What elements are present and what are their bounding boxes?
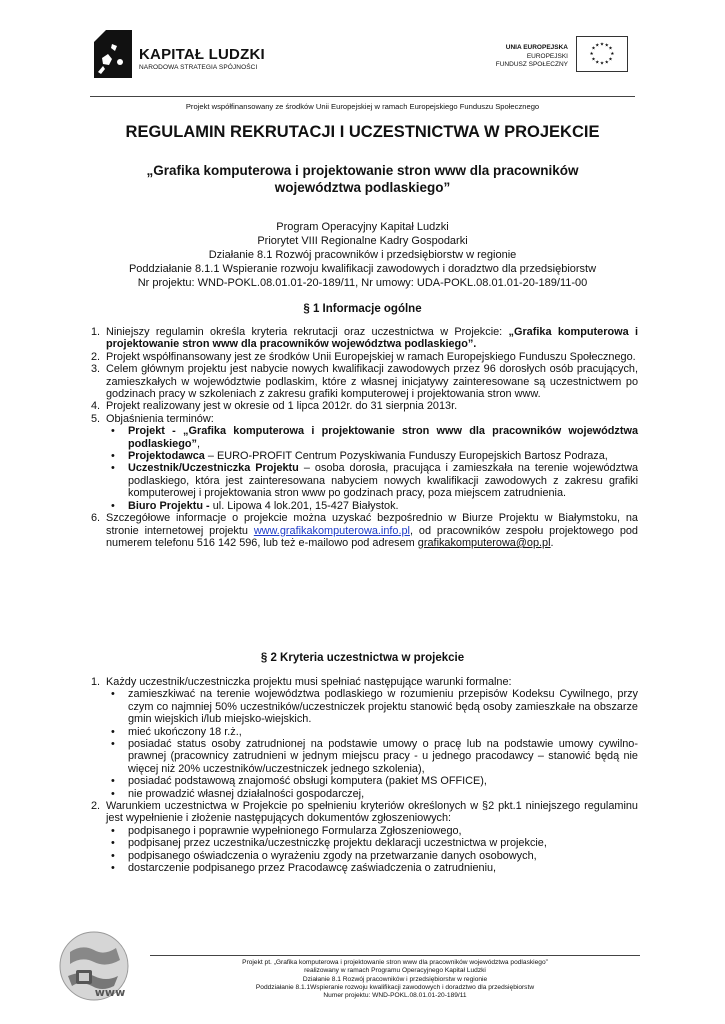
document-text: podpisanego i poprawnie wypełnionego Formularza Zgłoszeniowego, — [128, 824, 462, 837]
cofinancing-note: Projekt współfinansowany ze środków Unii Europejskiej w ramach Europejskiego Funduszu Społecznego — [185, 102, 540, 111]
document-item — [106, 825, 638, 837]
document-text: podpisanego oświadczenia o wyrażeniu zgody na przetwarzanie danych osobowych, — [128, 849, 537, 862]
footer-info — [150, 959, 640, 1000]
footer-line: Projekt pt. „Grafika komputerowa i projektowanie stron www dla pracowników województwa podlaskiego” — [242, 959, 548, 966]
item-number: 6. — [91, 512, 101, 525]
bullet-icon: • — [111, 862, 115, 875]
kapital-ludzki-logo-icon — [92, 28, 134, 80]
document-item — [106, 850, 638, 862]
term-text: - „Grafika komputerowa i projektowanie stron www dla pracowników województwa podlaskiego” — [128, 425, 638, 450]
bullet-icon: • — [111, 824, 115, 837]
item-number: 2. — [91, 800, 101, 813]
svg-text:★: ★ — [610, 51, 615, 57]
list-item — [91, 350, 638, 363]
eu-line-1: UNIA EUROPEJSKA — [505, 44, 568, 51]
svg-text:★: ★ — [589, 51, 594, 57]
header-divider — [90, 96, 635, 97]
svg-text:★: ★ — [595, 43, 600, 49]
list-item — [91, 676, 638, 800]
bullet-icon: • — [111, 725, 115, 738]
bullet-icon: • — [111, 849, 115, 862]
footer-divider — [150, 955, 640, 956]
terms-list — [106, 425, 638, 512]
svg-text:★: ★ — [604, 60, 609, 66]
item-text: , od pracowników zespołu projektowego pod numerem telefonu 516 142 596, lub też e-mailowo pod adresem — [106, 524, 638, 549]
bullet-icon: • — [111, 450, 115, 463]
term-text: ul. Lipowa 4 lok.201, 15-427 Białystok. — [209, 499, 399, 512]
list-item — [91, 800, 638, 875]
svg-text:★: ★ — [604, 43, 609, 49]
item-text: Niniejszy regulamin określa kryteria rekrutacji oraz uczestnictwa w Projekcie: — [106, 326, 509, 338]
project-website-link[interactable]: www.grafikakomputerowa.info.pl — [253, 524, 410, 537]
section-2-list — [91, 676, 638, 875]
bullet-icon: • — [111, 738, 115, 751]
bullet-icon: • — [111, 425, 115, 438]
program-info — [80, 220, 645, 290]
term-item — [106, 425, 638, 450]
criteria-text: zamieszkiwać na terenie województwa podlaskiego w rozumieniu przepisów Kodeksu Cywilnego, przy czym co najmniej 50% uczestników/uczestniczek projektu stanowić będą osoby zamieszkałe na obszarze gmin wiejskich i/lub miejsko-wiejskich. — [128, 688, 638, 726]
program-line: Program Operacyjny Kapitał Ludzki — [276, 221, 449, 233]
svg-text:★: ★ — [608, 57, 613, 63]
svg-text:★: ★ — [599, 42, 605, 48]
list-item — [91, 512, 638, 549]
program-line: Poddziałanie 8.1.1 Wspieranie rozwoju kwalifikacji zawodowych i doradztwo dla przedsiębiorstw — [128, 263, 597, 275]
svg-text:★: ★ — [595, 60, 600, 66]
term-label: Biuro Projektu - — [128, 499, 210, 512]
term-text: – osoba dorosła, pracująca i zamieszkała na terenie województwa podlaskiego, która jest zainteresowana nabyciem nowych kwalifikacji zawodowych z zakresu grafiki komputerowej i projektowania stron www po godzinach pracy, poza miejscem zatrudnienia. — [128, 462, 638, 500]
item-number: 1. — [91, 326, 101, 338]
document-text: podpisanej przez uczestnika/uczestniczkę projektu deklaracji uczestnictwa w projekcie, — [128, 837, 547, 850]
program-line: Nr projektu: WND-POKL.08.01.01-20-189/11, Nr umowy: UDA-POKL.08.01.01-20-189/11-00 — [137, 277, 588, 289]
svg-text:★: ★ — [591, 46, 596, 52]
item-text-bold: „Grafika komputerowa i projektowanie stron www dla pracowników województwa podlaskiego”. — [106, 326, 638, 351]
program-line: Działanie 8.1 Rozwój pracowników i przedsiębiorstw w regionie — [208, 249, 517, 261]
eu-fund-label — [488, 44, 568, 70]
section-1-heading: § 1 Informacje ogólne — [303, 303, 422, 315]
criteria-text: posiadać status osoby zatrudnionej na podstawie umowy o pracę lub na podstawie umowy cywilno-prawnej (pracownicy zatrudnieni w jednym miejscu pracy - u jednego pracodawcy – stanowić będą nie więcej niż 20% uczestników/uczestniczek jednego szkolenia), — [128, 738, 638, 775]
logo-subtitle: NARODOWA STRATEGIA SPÓJNOŚCI — [139, 64, 258, 71]
section-2-heading: § 2 Kryteria uczestnictwa w projekcie — [260, 652, 465, 664]
criteria-list — [106, 688, 638, 800]
criteria-item — [106, 688, 638, 725]
item-number: 4. — [91, 400, 101, 413]
item-text: Objaśnienia terminów: — [106, 412, 214, 425]
eu-line-2: EUROPEJSKI — [526, 52, 568, 60]
footer-line: realizowany w ramach Programu Operacyjnego Kapitał Ludzki — [304, 967, 486, 975]
project-email-link[interactable]: grafikakomputerowa@op.pl — [417, 536, 551, 549]
list-item — [91, 363, 638, 401]
footer-logo-text: www — [94, 986, 126, 999]
criteria-text: posiadać podstawową znajomość obsługi komputera (pakiet MS OFFICE), — [128, 775, 487, 788]
criteria-item — [106, 788, 638, 800]
item-text: Projekt realizowany jest w okresie od 1 lipca 2012r. do 31 sierpnia 2013r. — [106, 400, 458, 413]
project-name: „Grafika komputerowa i projektowanie stron www dla pracowników województwa podlaskiego” — [146, 163, 579, 195]
program-line: Priorytet VIII Regionalne Kadry Gospodarki — [257, 235, 468, 247]
bullet-icon: • — [111, 775, 115, 788]
document-text: dostarczenie podpisanego przez Pracodawcę zaświadczenia o zatrudnieniu, — [128, 862, 497, 875]
term-item — [106, 500, 638, 512]
term-label: Uczestnik/Uczestniczka Projektu — [128, 462, 299, 475]
footer-line: Poddziałanie 8.1.1Wspieranie rozwoju kwalifikacji zawodowych i doradztwo dla przedsiębiorstw — [255, 983, 535, 991]
term-tail: , — [197, 437, 201, 450]
svg-text:★: ★ — [608, 46, 613, 52]
bullet-icon: • — [111, 499, 115, 512]
item-number: 2. — [91, 350, 101, 363]
term-text: – EURO-PROFIT Centrum Pozyskiwania Funduszy Europejskich Bartosz Podraza, — [204, 450, 608, 463]
criteria-text: mieć ukończony 18 r.ż., — [128, 725, 242, 738]
footer-line: Numer projektu: WND-POKL.08.01.01-20-189/11 — [323, 992, 467, 1000]
bullet-icon: • — [111, 787, 115, 800]
item-number: 5. — [91, 412, 101, 425]
item-number: 1. — [91, 676, 101, 688]
term-item — [106, 462, 638, 499]
footer-line: Działanie 8.1 Rozwój pracowników i przedsiębiorstw w regionie — [302, 975, 488, 983]
term-item — [106, 450, 638, 462]
criteria-item — [106, 738, 638, 775]
term-label: Projektodawca — [128, 450, 205, 463]
criteria-item — [106, 775, 638, 787]
list-item — [91, 400, 638, 413]
documents-list — [106, 825, 638, 875]
svg-text:★: ★ — [591, 57, 596, 63]
eu-flag-icon — [576, 36, 628, 72]
list-item — [91, 412, 638, 512]
svg-text:★: ★ — [599, 61, 605, 67]
list-item — [91, 326, 638, 351]
criteria-text: nie prowadzić własnej działalności gospodarczej, — [128, 787, 365, 800]
document-title: REGULAMIN REKRUTACJI I UCZESTNICTWA W PROJEKCIE — [125, 123, 600, 141]
bullet-icon: • — [111, 688, 115, 701]
globe-logo-icon — [54, 926, 140, 1010]
document-item — [106, 837, 638, 849]
eu-line-3: FUNDUSZ SPOŁECZNY — [495, 61, 568, 68]
item-text: . — [550, 536, 554, 549]
section-1-list — [91, 326, 638, 549]
document-item — [106, 862, 638, 874]
item-text: Projekt współfinansowany jest ze środków Unii Europejskiej w ramach Europejskiego Funduszu Społecznego. — [106, 350, 636, 363]
item-text: Szczegółowe informacje o projekcie można uzyskać bezpośrednio w Biurze Projektu w Białymstoku, na stronie internetowej projektu — [106, 512, 638, 537]
criteria-item — [106, 726, 638, 738]
bullet-icon: • — [111, 462, 115, 475]
item-text: Każdy uczestnik/uczestniczka projektu musi spełniać następujące warunki formalne: — [106, 676, 512, 688]
logo-title: KAPITAŁ LUDZKI — [139, 46, 265, 63]
item-text: Celem głównym projektu jest nabycie nowych kwalifikacji zawodowych przez 96 dorosłych osób pracujących, zamieszkałych w województwie podlaskim, które z własnej inicjatywy zainteresowane są uczestnictwem po godzinach pracy w szkoleniach z zakresu grafiki komputerowej i projektowania stron www. — [106, 363, 638, 401]
item-text: Warunkiem uczestnictwa w Projekcie po spełnieniu kryteriów określonych w §2 pkt.1 niniejszego regulaminu jest wypełnienie i złożenie następujących dokumentów zgłoszeniowych: — [106, 800, 638, 825]
term-label: Projekt — [128, 425, 165, 438]
item-number: 3. — [91, 363, 101, 376]
bullet-icon: • — [111, 837, 115, 850]
